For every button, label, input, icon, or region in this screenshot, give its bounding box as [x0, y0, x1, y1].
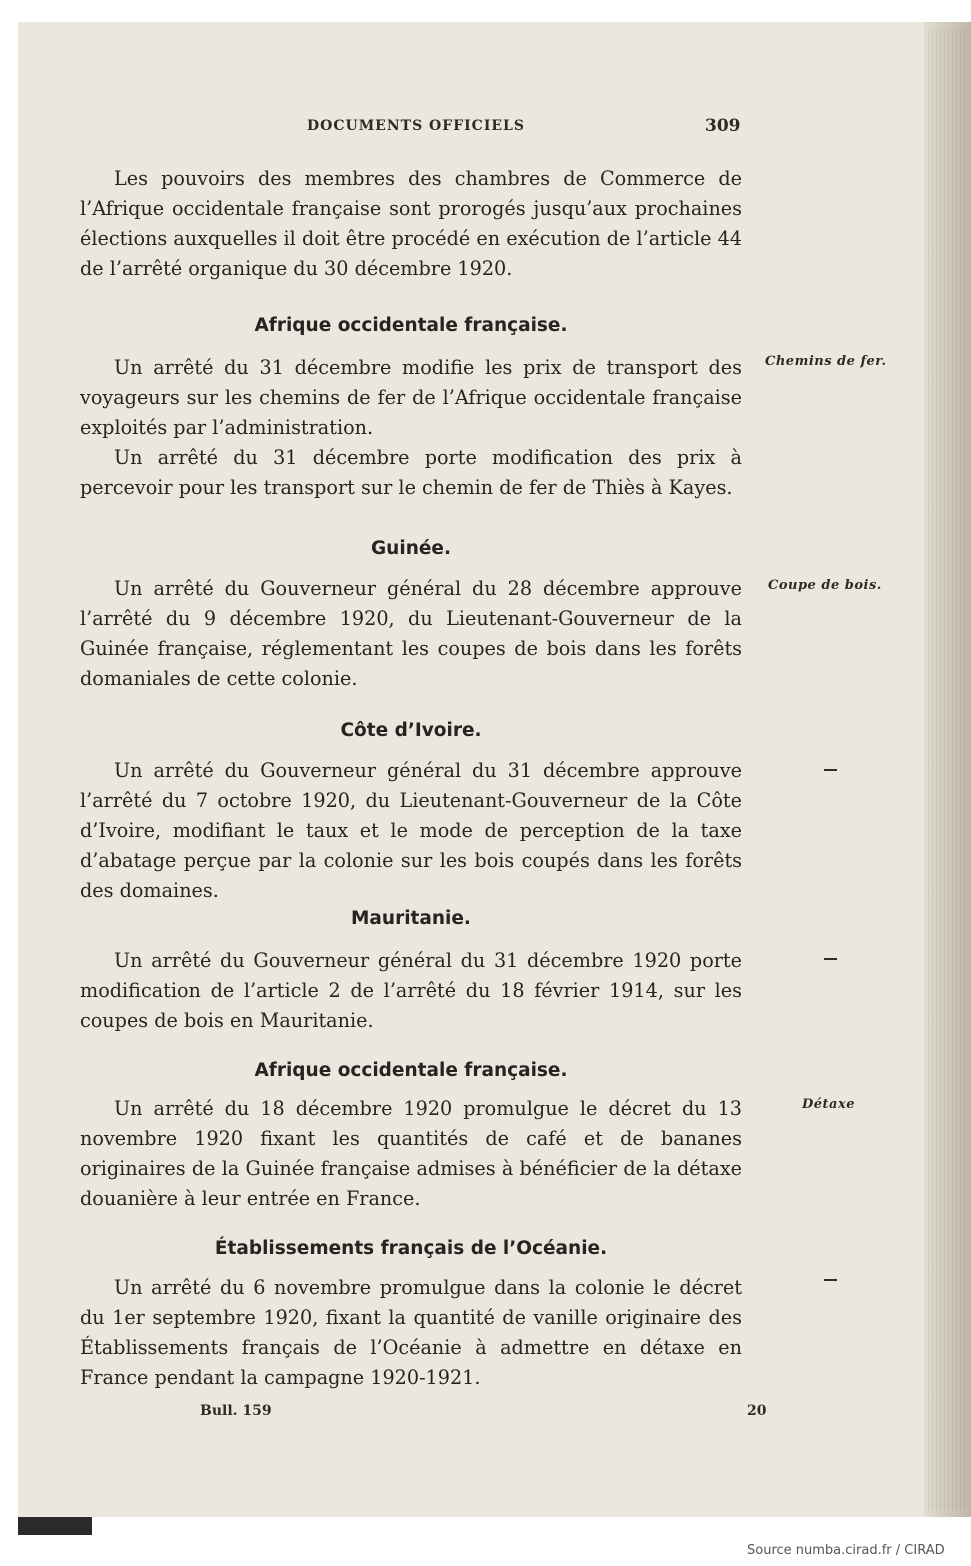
- paragraph-chambres-commerce: Les pouvoirs des membres des chambres de Commerce de l’Afrique occidentale française sont prorogés jusqu’aux prochaines élections auxquelles il doit être procédé en exécution de l’article 44 de l’arrêté organique du 30 décembre 1920.: [80, 167, 742, 280]
- paragraph-cote-ivoire-taxe: Un arrêté du Gouverneur général du 31 décembre approuve l’arrêté du 7 octobre 1920, du Lieutenant-Gouverneur de la Côte d’Ivoire, modifiant le taux et le mode de perception de la taxe d’abatage perçue par la colonie sur les bois coupés dans les forêts des domaines.: [80, 759, 742, 902]
- heading-mauritanie: Mauritanie.: [351, 908, 471, 929]
- heading-guinee: Guinée.: [371, 538, 451, 559]
- heading-aof-2: Afrique occidentale française.: [254, 1060, 568, 1081]
- paragraph-mauritanie-coupes: Un arrêté du Gouverneur général du 31 décembre 1920 porte modification de l’article 2 de l’arrêté du 18 février 1914, sur les coupes de bois en Mauritanie.: [80, 949, 742, 1032]
- paragraph-cafe-bananes: Un arrêté du 18 décembre 1920 promulgue le décret du 13 novembre 1920 fixant les quantités de café et de bananes originaires de la Guinée française admises à bénéficier de la détaxe douanière à leur entrée en France.: [80, 1097, 742, 1210]
- margin-note-chemins-de-fer: Chemins de fer.: [765, 354, 887, 369]
- page-edge-texture: [928, 30, 968, 1510]
- paragraph-thies-kayes: Un arrêté du 31 décembre porte modification des prix à percevoir pour les transport sur le chemin de fer de Thiès à Kayes.: [80, 446, 742, 499]
- page-number: 309: [705, 116, 741, 136]
- heading-cote-ivoire: Côte d’Ivoire.: [340, 720, 482, 741]
- paragraph-vanille: Un arrêté du 6 novembre promulgue dans la colonie le décret du 1er septembre 1920, fixant la quantité de vanille originaire des Établissements français de l’Océanie à admettre en détaxe en France pendant la campagne 1920-1921.: [80, 1276, 742, 1389]
- footer-sheet-number: 20: [747, 1403, 767, 1419]
- margin-dash-ditto: [824, 958, 837, 960]
- running-head-title: DOCUMENTS OFFICIELS: [307, 118, 525, 134]
- source-credit: Source numba.cirad.fr / CIRAD: [747, 1543, 945, 1558]
- margin-dash-ditto: [824, 769, 837, 771]
- footer-signature: Bull. 159: [200, 1403, 272, 1419]
- paragraph-guinee-coupes: Un arrêté du Gouverneur général du 28 décembre approuve l’arrêté du 9 décembre 1920, du Lieutenant-Gouverneur de la Guinée française, réglementant les coupes de bois dans les forêts domaniales de cette colonie.: [80, 577, 742, 690]
- margin-note-coupe-de-bois: Coupe de bois.: [768, 578, 882, 593]
- corner-mark: [18, 1517, 92, 1535]
- paragraph-transport-voyageurs: Un arrêté du 31 décembre modifie les prix de transport des voyageurs sur les chemins de fer de l’Afrique occidentale française exploités par l’administration.: [80, 356, 742, 439]
- margin-dash-ditto: [824, 1279, 837, 1281]
- heading-aof-1: Afrique occidentale française.: [254, 315, 568, 336]
- margin-note-detaxe: Détaxe: [802, 1097, 855, 1112]
- heading-oceanie: Établissements français de l’Océanie.: [214, 1238, 608, 1259]
